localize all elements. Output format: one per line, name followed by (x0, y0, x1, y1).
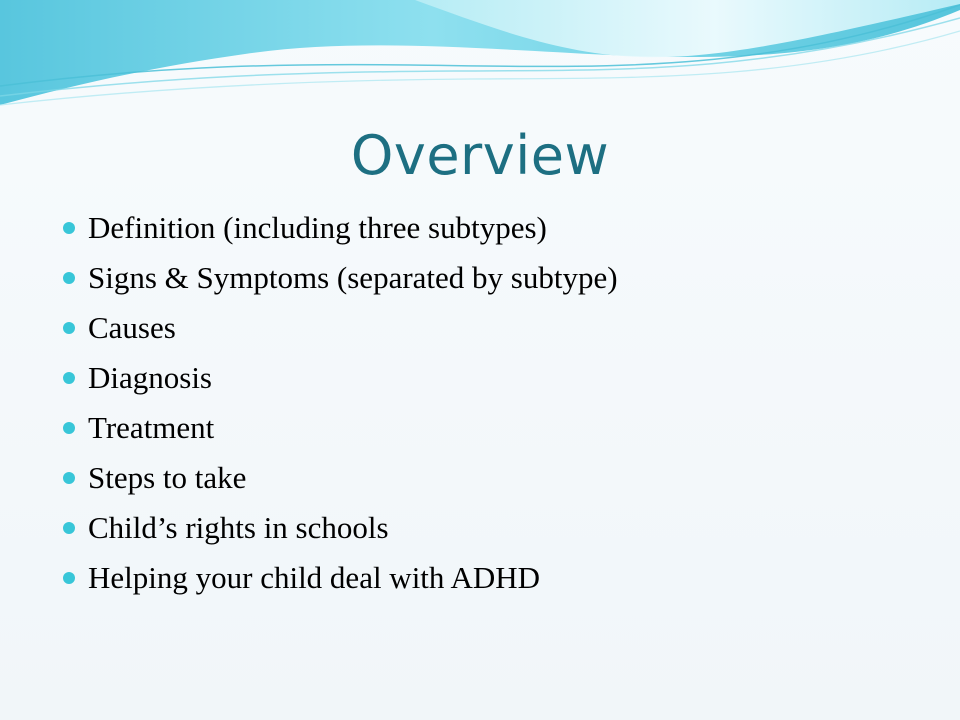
bullet-item-diagnosis (58, 355, 908, 405)
round-bullet-icon (63, 322, 75, 334)
overview-bullet-list (58, 205, 908, 605)
bullet-item-steps-to-take (58, 455, 908, 505)
bullet-label-treatment: Treatment (88, 410, 215, 445)
bullet-item-causes (58, 305, 908, 355)
bullet-item-childs-rights (58, 505, 908, 555)
round-bullet-icon (63, 522, 75, 534)
round-bullet-icon (63, 472, 75, 484)
bullet-item-definition (58, 205, 908, 255)
bullet-label-signs-symptoms: Signs & Symptoms (separated by subtype) (88, 260, 618, 295)
bullet-label-childs-rights: Child’s rights in schools (88, 510, 389, 545)
bullet-label-helping-child: Helping your child deal with ADHD (88, 560, 541, 595)
slide-title: Overview (350, 124, 610, 187)
decorative-wave-header (0, 0, 960, 130)
bullet-label-definition: Definition (including three subtypes) (88, 210, 547, 245)
round-bullet-icon (63, 572, 75, 584)
bullet-item-signs-symptoms (58, 255, 908, 305)
bullet-item-treatment (58, 405, 908, 455)
round-bullet-icon (63, 422, 75, 434)
round-bullet-icon (63, 372, 75, 384)
bullet-item-helping-child (58, 555, 908, 605)
round-bullet-icon (63, 222, 75, 234)
bullet-label-diagnosis: Diagnosis (88, 360, 212, 395)
round-bullet-icon (63, 272, 75, 284)
bullet-label-causes: Causes (88, 310, 176, 345)
bullet-label-steps-to-take: Steps to take (88, 460, 247, 495)
